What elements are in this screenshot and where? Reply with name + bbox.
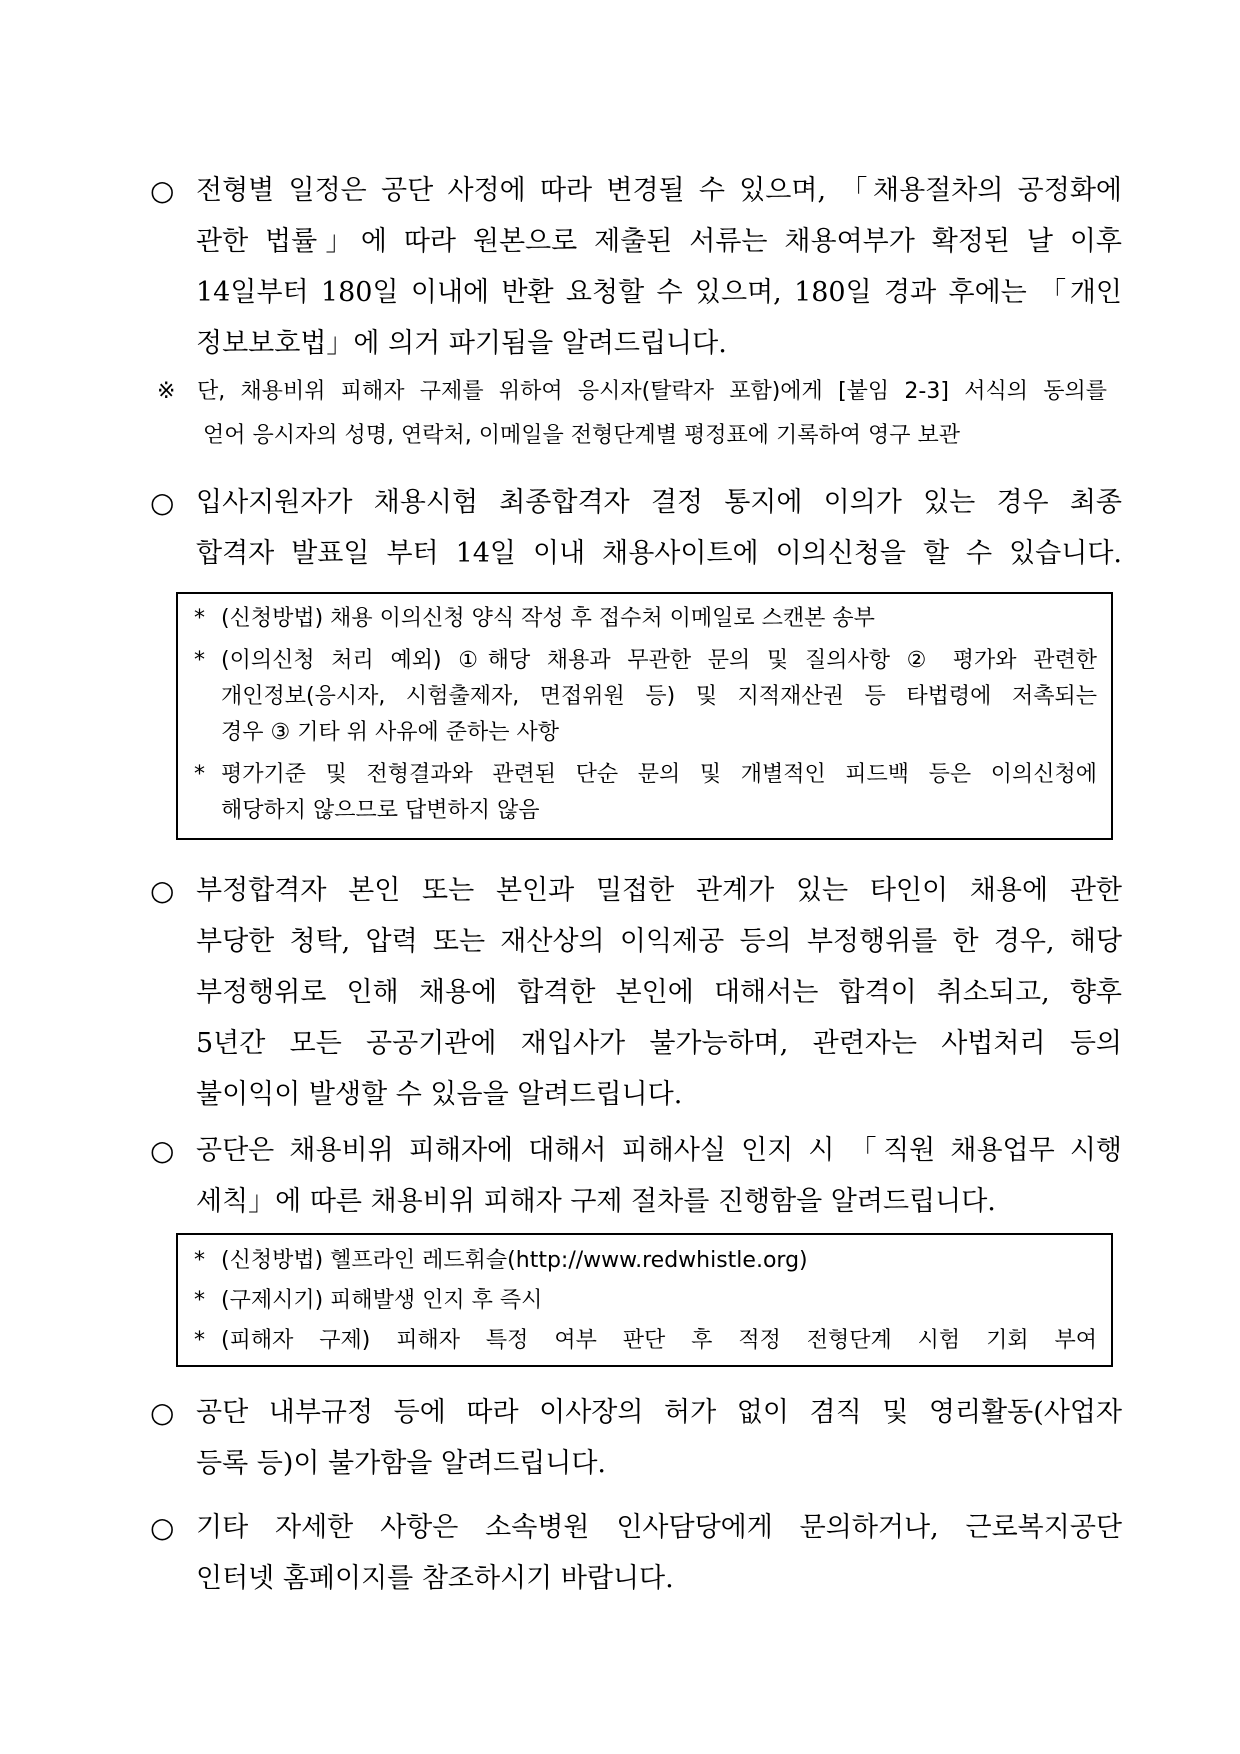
text-line: 공단은 채용비위 피해자에 대해서 피해사실 인지 시 「직원 채용업무 시행 bbox=[196, 1135, 1122, 1166]
circle-bullet: ○ bbox=[150, 1134, 175, 1167]
text-line: 합격자 발표일 부터 14일 이내 채용사이트에 이의신청을 할 수 있습니다. bbox=[196, 538, 1122, 569]
text-line: (신청방법) 헬프라인 레드휘슬(http://www.redwhistle.org) bbox=[221, 1248, 808, 1273]
text-line: 5년간 모든 공공기관에 재입사가 불가능하며, 관련자는 사법처리 등의 bbox=[196, 1028, 1122, 1059]
note-record-retention bbox=[157, 370, 1107, 458]
circle-bullet: ○ bbox=[150, 486, 175, 519]
notice-paragraph-objection bbox=[150, 477, 1122, 579]
circle-bullet: ○ bbox=[150, 1511, 175, 1544]
asterisk-bullet: * bbox=[194, 606, 205, 631]
asterisk-bullet: * bbox=[194, 762, 205, 787]
text-line: 단, 채용비위 피해자 구제를 위하여 응시자(탈락자 포함)에게 [붙임 2-3] 서식의 동의를 bbox=[197, 379, 1107, 404]
reference-mark: ※ bbox=[157, 379, 176, 404]
asterisk-bullet: * bbox=[194, 1248, 205, 1273]
circle-bullet: ○ bbox=[150, 874, 175, 907]
text-line: 전형별 일정은 공단 사정에 따라 변경될 수 있으며, 「채용절차의 공정화에 bbox=[196, 175, 1122, 206]
box-item bbox=[192, 757, 1097, 829]
notice-paragraph-victim-remedy bbox=[150, 1125, 1122, 1227]
text-line: 얻어 응시자의 성명, 연락처, 이메일을 전형단계별 평정표에 기록하여 영구 보관 bbox=[203, 423, 960, 448]
box-item bbox=[192, 601, 1097, 637]
box-item bbox=[192, 1281, 1097, 1321]
text-line: 부정행위로 인해 채용에 합격한 본인에 대해서는 합격이 취소되고, 향후 bbox=[196, 977, 1122, 1008]
text-line: 세칙」에 따른 채용비위 피해자 구제 절차를 진행함을 알려드립니다. bbox=[196, 1186, 996, 1217]
text-line: 공단 내부규정 등에 따라 이사장의 허가 없이 겸직 및 영리활동(사업자 bbox=[196, 1397, 1122, 1428]
text-line: 정보보호법」에 의거 파기됨을 알려드립니다. bbox=[196, 328, 727, 359]
text-line: 불이익이 발생할 수 있음을 알려드립니다. bbox=[196, 1079, 683, 1110]
text-line: 등록 등)이 불가함을 알려드립니다. bbox=[196, 1448, 607, 1479]
asterisk-bullet: * bbox=[194, 1288, 205, 1313]
text-line: 부당한 청탁, 압력 또는 재산상의 이익제공 등의 부정행위를 한 경우, 해당 bbox=[196, 926, 1122, 957]
text-line: 평가기준 및 전형결과와 관련된 단순 문의 및 개별적인 피드백 등은 이의신청에 bbox=[221, 762, 1097, 787]
text-line: 부정합격자 본인 또는 본인과 밀접한 관계가 있는 타인이 채용에 관한 bbox=[196, 875, 1122, 906]
text-line: (이의신청 처리 예외) ①해당 채용과 무관한 문의 및 질의사항 ② 평가와 관련한 bbox=[221, 648, 1097, 673]
text-line: 기타 자세한 사항은 소속병원 인사담당에게 문의하거나, 근로복지공단 bbox=[196, 1512, 1122, 1543]
info-box-objection bbox=[176, 592, 1113, 840]
text-line: (신청방법) 채용 이의신청 양식 작성 후 접수처 이메일로 스캔본 송부 bbox=[221, 606, 875, 631]
text-line: (구제시기) 피해발생 인지 후 즉시 bbox=[221, 1288, 543, 1313]
asterisk-bullet: * bbox=[194, 648, 205, 673]
text-line: 경우 ③ 기타 위 사유에 준하는 사항 bbox=[221, 720, 559, 745]
notice-paragraph-schedule bbox=[150, 165, 1122, 369]
text-line: 인터넷 홈페이지를 참조하시기 바랍니다. bbox=[196, 1563, 674, 1594]
box-item bbox=[192, 1241, 1097, 1281]
notice-paragraph-fraud bbox=[150, 865, 1122, 1120]
text-line: 해당하지 않으므로 답변하지 않음 bbox=[221, 798, 540, 823]
text-line: 관한 법률」에 따라 원본으로 제출된 서류는 채용여부가 확정된 날 이후 bbox=[196, 226, 1122, 257]
notice-paragraph-side-job bbox=[150, 1387, 1122, 1489]
text-line: 입사지원자가 채용시험 최종합격자 결정 통지에 이의가 있는 경우 최종 bbox=[196, 487, 1122, 518]
text-line: (피해자 구제) 피해자 특정 여부 판단 후 적정 전형단계 시험 기회 부여 bbox=[221, 1328, 1097, 1353]
text-line: 개인정보(응시자, 시험출제자, 면접위원 등) 및 지적재산권 등 타법령에 저촉되는 bbox=[221, 684, 1097, 709]
circle-bullet: ○ bbox=[150, 1396, 175, 1429]
text-line: 14일부터 180일 이내에 반환 요청할 수 있으며, 180일 경과 후에는 「개인 bbox=[196, 277, 1122, 308]
box-item bbox=[192, 643, 1097, 751]
box-item bbox=[192, 1321, 1097, 1361]
info-box-remedy bbox=[176, 1233, 1113, 1367]
asterisk-bullet: * bbox=[194, 1328, 205, 1353]
circle-bullet: ○ bbox=[150, 174, 175, 207]
notice-paragraph-contact bbox=[150, 1502, 1122, 1604]
